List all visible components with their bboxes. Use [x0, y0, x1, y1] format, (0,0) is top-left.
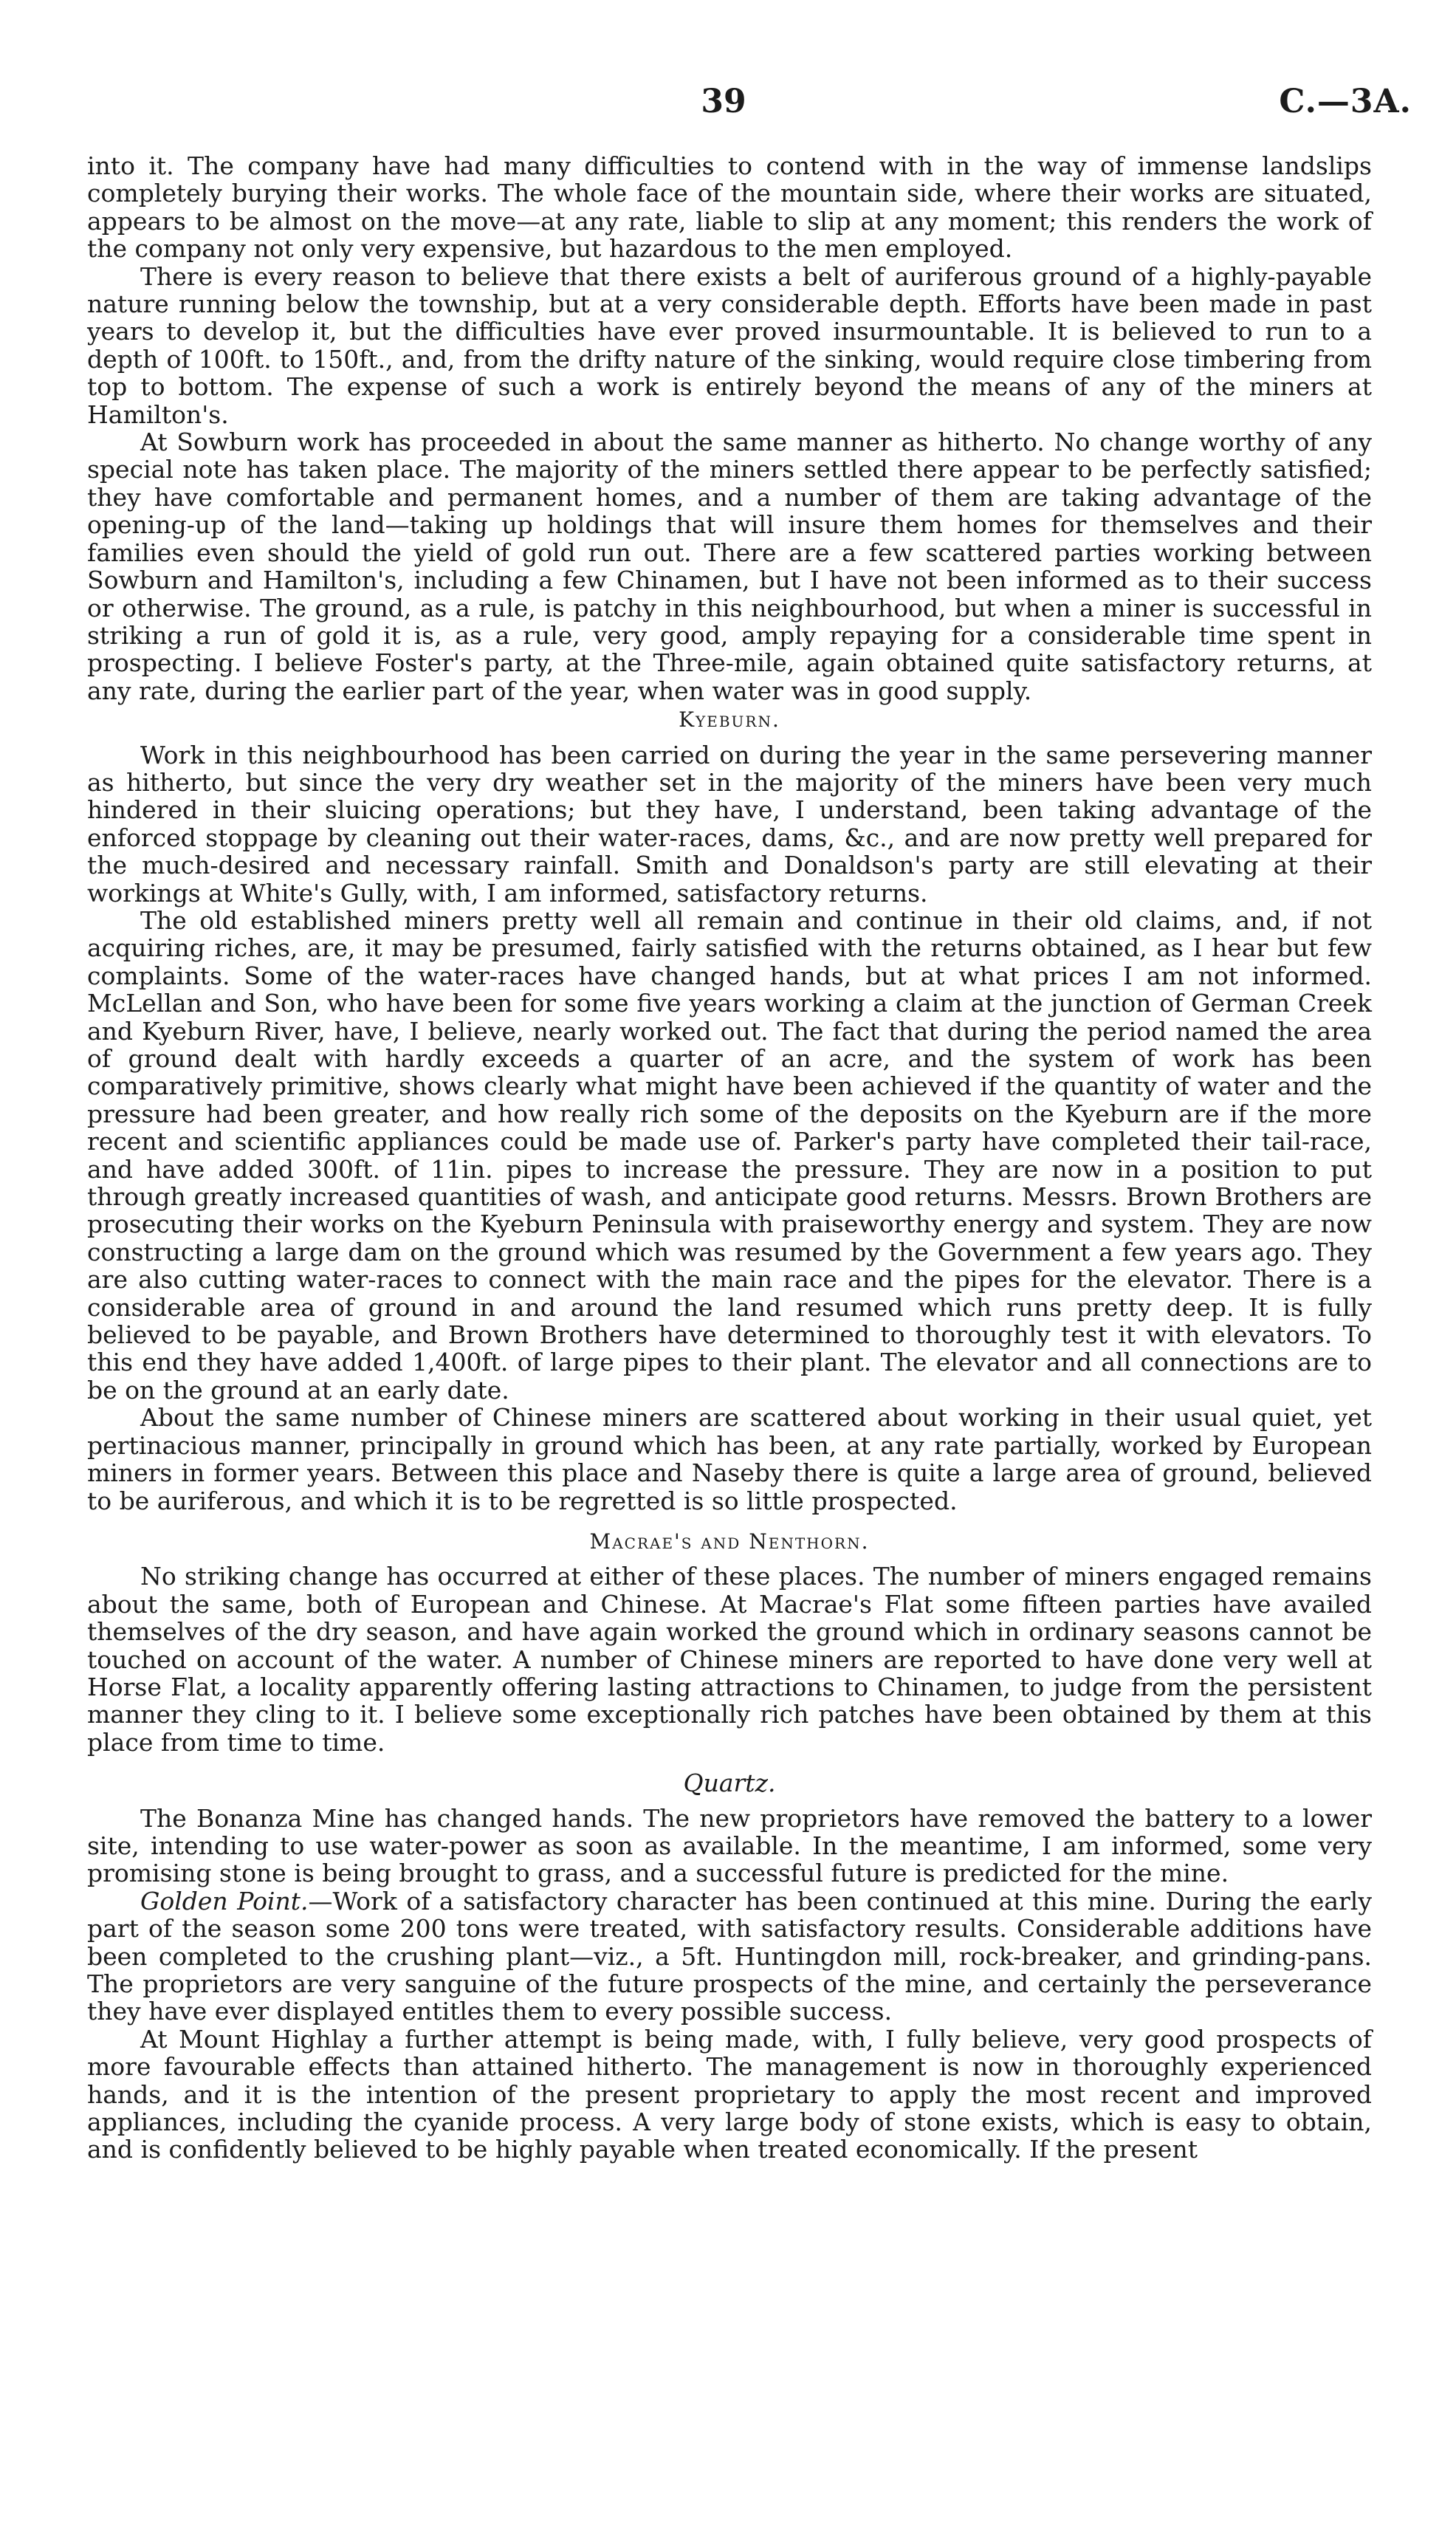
paragraph-lead-golden-point: Golden Point.: [140, 1886, 309, 1915]
document-code: C.—3A.: [1279, 83, 1412, 120]
paragraph: The old established miners pretty well all remain and continue in their old claims, and, if not acquiring riches, are, it may be presumed, fairly satisfied with the returns obtained, as I hear but few complaints. Some of the water-races have changed hands, but at what prices I am not informed. McLellan and Son, who have been for some five years working a claim at the junction of German Creek and Kyeburn River, have, I believe, nearly worked out. The fact that during the period named the area of ground dealt with hardly exceeds a quarter of an acre, and the system of work has been comparatively primitive, shows clearly what might have been achieved if the quantity of water and the pressure had been greater, and how really rich some of the deposits on the Kyeburn are if the more recent and scientific appliances could be made use of. Parker's party have completed their tail-race, and have added 300ft. of 11in. pipes to increase the pressure. They are now in a position to put through greatly increased quantities of wash, and anticipate good returns. Messrs. Brown Brothers are prosecuting their works on the Kyeburn Peninsula with praiseworthy energy and system. They are now constructing a large dam on the ground which was resumed by the Government a few years ago. They are also cutting water-races to connect with the main race and the pipes for the elevator. There is a considerable area of ground in and around the land resumed which runs pretty deep. It is fully believed to be payable, and Brown Brothers have determined to thoroughly test it with elevators. To this end they have added 1,400ft. of large pipes to their plant. The elevator and all connections are to be on the ground at an early date.: [87, 905, 1372, 1405]
paragraph: At Mount Highlay a further attempt is being made, with, I fully believe, very good prospects of more favourable effects than attained hitherto. The management is now in thoroughly experienced hands, and it is the intention of the present proprietary to apply the most recent and improved appliances, including the cyanide process. A very large body of stone exists, which is easy to obtain, and is confidently believed to be highly payable when treated economically. If the present: [87, 2024, 1372, 2164]
section-heading-macrae: Macrae's and Nenthorn.: [589, 1529, 870, 1554]
paragraph-text: —Work of a satisfactory character has been continued at this mine. During the early part of the season some 200 tons were treated, with satisfactory results. Considerable additions have been completed to the crushing plant—viz., a 5ft. Huntingdon mill, rock-breaker, and grinding-pans. The proprietors are very sanguine of the future prospects of the mine, and certainly the perseverance they have ever displayed entitles them to every possible success.: [87, 1886, 1372, 2026]
body-text: [87, 152, 1372, 2164]
paragraph: There is every reason to believe that there exists a belt of auriferous ground of a highly-payable nature running below the township, but at a very considerable depth. Efforts have been made in past years to develop it, but the difficulties have ever proved insurmountable. It is believed to run to a depth of 100ft. to 150ft., and, from the drifty nature of the sinking, would require close timbering from top to bottom. The expense of such a work is entirely beyond the means of any of the miners at Hamilton's.: [87, 261, 1372, 429]
section-heading-kyeburn: Kyeburn.: [679, 707, 780, 733]
paragraph: into it. The company have had many difficulties to contend with in the way of immense landslips completely burying their works. The whole face of the mountain side, where their works are situated, appears to be almost on the move—at any rate, liable to slip at any moment; this renders the work of the company not only very expensive, but hazardous to the men employed.: [87, 151, 1372, 264]
page-number: 39: [701, 83, 746, 120]
paragraph: At Sowburn work has proceeded in about the same manner as hitherto. No change worthy of any special note has taken place. The majority of the miners settled there appear to be perfectly satisfied; they have comfortable and permanent homes, and a number of them are taking advantage of the opening-up of the land—taking up holdings that will insure them homes for themselves and their families even should the yield of gold run out. There are a few scattered parties working between Sowburn and Hamilton's, including a few Chinamen, but I have not been informed as to their success or otherwise. The ground, as a rule, is patchy in this neighbourhood, but when a miner is successful in striking a run of gold it is, as a rule, very good, amply repaying for a considerable time spent in prospecting. I believe Foster's party, at the Three-mile, again obtained quite satisfactory returns, at any rate, during the earlier part of the year, when water was in good supply.: [87, 428, 1372, 705]
paragraph: Work in this neighbourhood has been carried on during the year in the same persevering manner as hitherto, but since the very dry weather set in the majority of the miners have been very much hindered in their sluicing operations; but they have, I understand, been taking advantage of the enforced stoppage by cleaning out their water-races, dams, &c., and are now pretty well prepared for the much-desired and necessary rainfall. Smith and Donaldson's party are still elevating at their workings at White's Gully, with, I am informed, satisfactory returns.: [87, 740, 1372, 908]
paragraph: The Bonanza Mine has changed hands. The new proprietors have removed the battery to a lower site, intending to use water-power as soon as available. In the meantime, I am informed, some very promising stone is being brought to grass, and a successful future is predicted for the mine.: [87, 1803, 1372, 1888]
paragraph: No striking change has occurred at either of these places. The number of miners engaged remains about the same, both of European and Chinese. At Macrae's Flat some fifteen parties have availed themselves of the dry season, and have again worked the ground which in ordinary seasons cannot be touched on account of the water. A number of Chinese miners are reported to have done very well at Horse Flat, a locality apparently offering lasting attractions to Chinamen, to judge from the persistent manner they cling to it. I believe some exceptionally rich patches have been obtained by them at this place from time to time.: [87, 1562, 1372, 1757]
section-heading-quartz: Quartz.: [683, 1769, 776, 1798]
paragraph: [87, 1887, 1372, 2026]
paragraph: About the same number of Chinese miners are scattered about working in their usual quiet, yet pertinacious manner, principally in ground which has been, at any rate partially, worked by European miners in former years. Between this place and Naseby there is quite a large area of ground, believed to be auriferous, and which it is to be regretted is so little prospected.: [87, 1403, 1372, 1515]
